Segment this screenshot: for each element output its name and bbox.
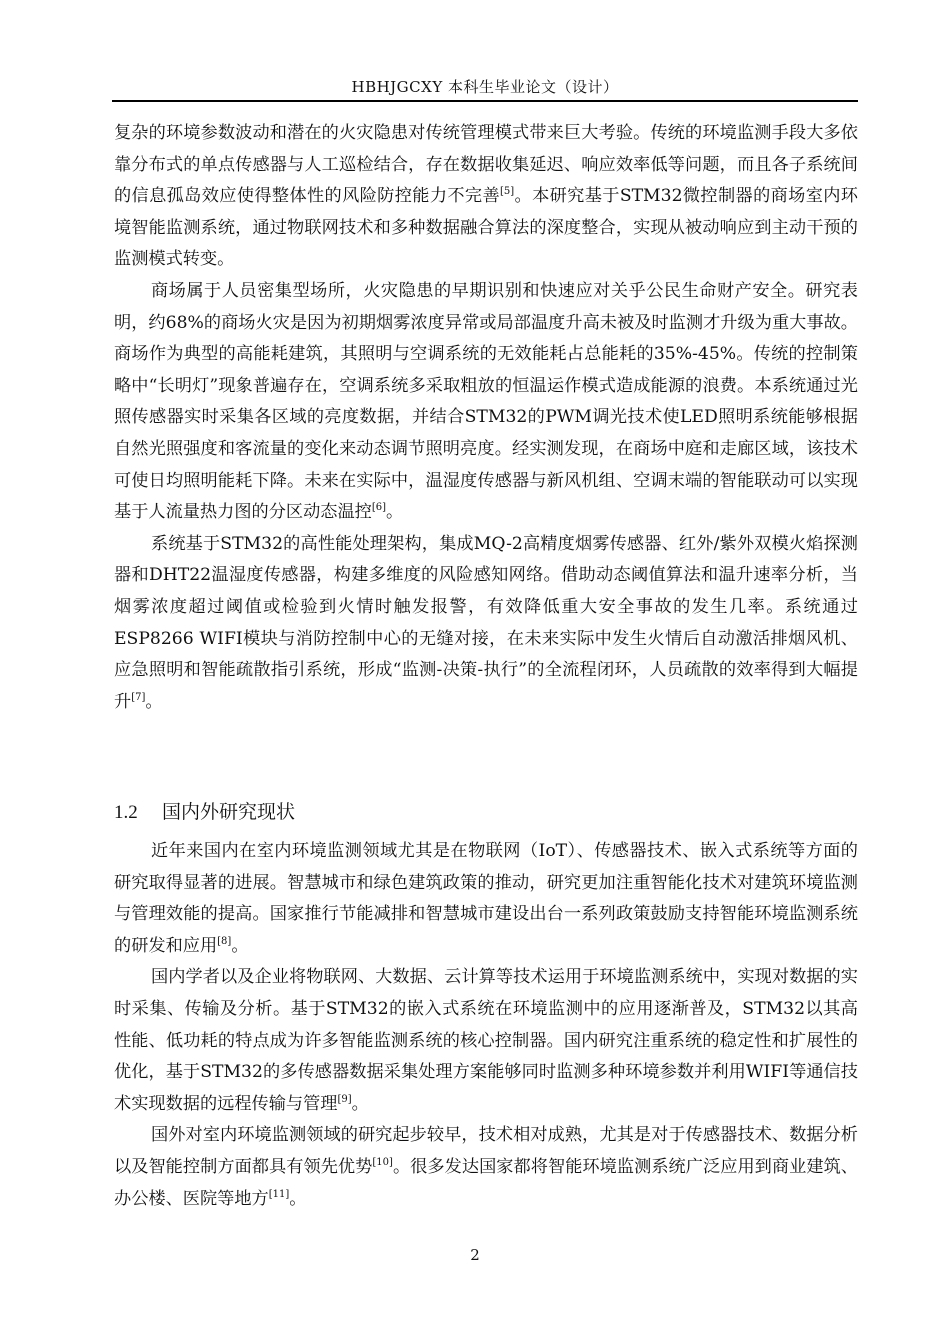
paragraph: 复杂的环境参数波动和潜在的火灾隐患对传统管理模式带来巨大考验。传统的环境监测手段大多依靠分布式的单点传感器与人工巡检结合，存在数据收集延迟、响应效率低等问题，而且各子系统间的信息孤岛效应使得整体性的风险防控能力不完善[5]。本研究基于STM32微控制器的商场室内环境智能监测系统，通过物联网技术和多种数据融合算法的深度整合，实现从被动响应到主动干预的监测模式转变。	[114, 123, 858, 270]
citation: [9]	[337, 1093, 352, 1105]
paragraph: 国内学者以及企业将物联网、大数据、云计算等技术运用于环境监测系统中，实现对数据的实时采集、传输及分析。基于STM32的嵌入式系统在环境监测中的应用逐渐普及，STM32以其高性能、低功耗的特点成为许多智能监测系统的核心控制器。国内研究注重系统的稳定性和扩展性的优化，基于STM32的多传感器数据采集处理方案能够同时监测多种环境参数并利用WIFI等通信技术实现数据的远程传输与管理[9]。	[114, 967, 858, 1114]
citation: [7]	[131, 691, 146, 703]
section-heading	[114, 797, 295, 824]
paragraph: 商场属于人员密集型场所，火灾隐患的早期识别和快速应对关乎公民生命财产安全。研究表明，约68%的商场火灾是因为初期烟雾浓度异常或局部温度升高未被及时监测才升级为重大事故。商场作为典型的高能耗建筑，其照明与空调系统的无效能耗占总能耗的35%-45%。传统的控制策略中“长明灯”现象普遍存在，空调系统多采取粗放的恒温运作模式造成能源的浪费。本系统通过光照传感器实时采集各区域的亮度数据，并结合STM32的PWM调光技术使LED照明系统能够根据自然光照强度和客流量的变化来动态调节照明亮度。经实测发现，在商场中庭和走廊区域，该技术可使日均照明能耗下降。未来在实际中，温湿度传感器与新风机组、空调末端的智能联动可以实现基于人流量热力图的分区动态温控[6]。	[114, 280, 858, 523]
page-number: 2	[470, 1246, 480, 1264]
body-text-lower	[114, 836, 858, 1215]
section-title: 国内外研究现状	[162, 801, 296, 823]
citation: [11]	[268, 1188, 290, 1200]
paragraph: 国外对室内环境监测领域的研究起步较早，技术相对成熟，尤其是对于传感器技术、数据分析以及智能控制方面都具有领先优势[10]。很多发达国家都将智能环境监测系统广泛应用到商业建筑、办公楼、医院等地方[11]。	[114, 1125, 858, 1209]
citation: [8]	[217, 935, 232, 947]
citation: [5]	[500, 186, 515, 198]
paragraph: 近年来国内在室内环境监测领域尤其是在物联网（IoT）、传感器技术、嵌入式系统等方面的研究取得显著的进展。智慧城市和绿色建筑政策的推动，研究更加注重智能化技术对建筑环境监测与管理效能的提高。国家推行节能减排和智慧城市建设出台一系列政策鼓励支持智能环境监测系统的研发和应用[8]。	[114, 841, 858, 956]
running-header: HBHJGCXY 本科生毕业论文（设计）	[351, 78, 619, 96]
citation: [6]	[371, 502, 386, 514]
header-rule	[112, 100, 858, 102]
citation: [10]	[372, 1156, 393, 1168]
paragraph: 系统基于STM32的高性能处理架构，集成MQ-2高精度烟雾传感器、红外/紫外双模火焰探测器和DHT22温湿度传感器，构建多维度的风险感知网络。借助动态阈值算法和温升速率分析，当烟雾浓度超过阈值或检验到火情时触发报警，有效降低重大安全事故的发生几率。系统通过ESP8266 WIFI模块与消防控制中心的无缝对接，在未来实际中发生火情后自动激活排烟风机、应急照明和智能疏散指引系统，形成“监测-决策-执行”的全流程闭环，人员疏散的效率得到大幅提升[7]。	[114, 533, 858, 712]
section-number: 1.2	[114, 802, 138, 823]
body-text-upper	[114, 118, 858, 718]
